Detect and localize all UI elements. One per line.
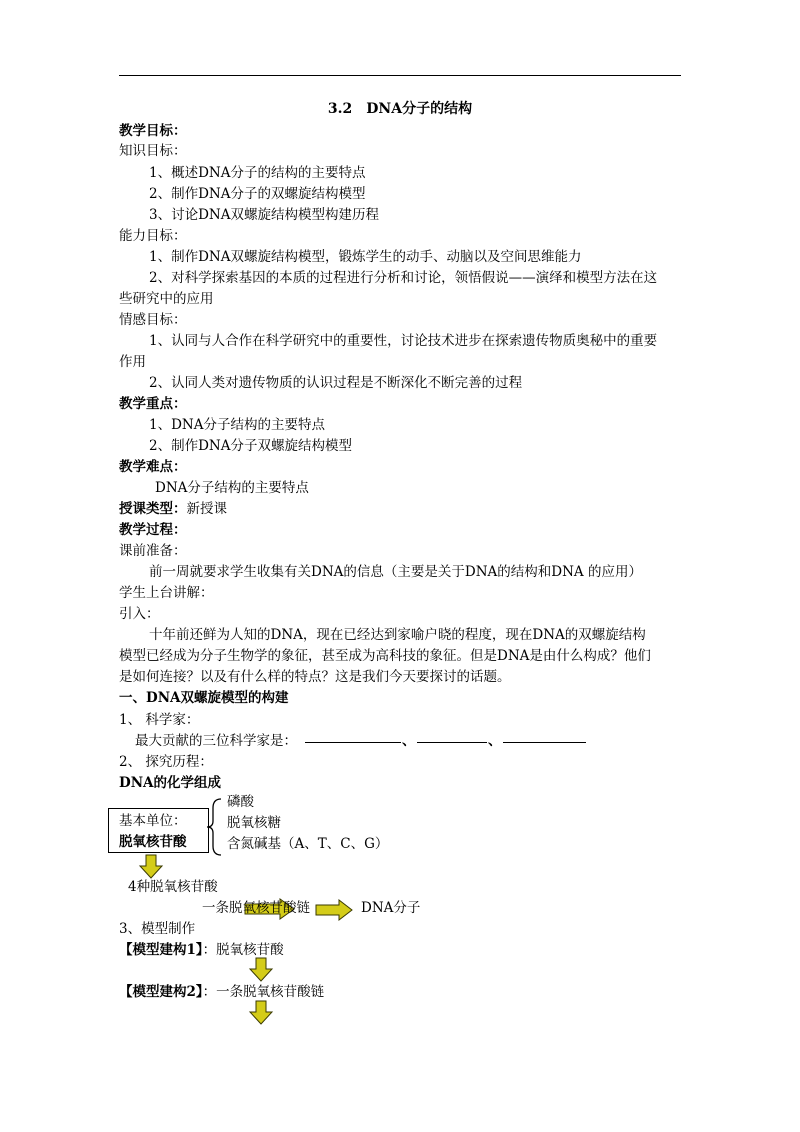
knowledge-item-1: 1、概述DNA分子的结构的主要特点 bbox=[149, 165, 366, 181]
section1-heading: 一、DNA双螺旋模型的构建 bbox=[119, 690, 289, 706]
knowledge-item-3: 3、讨论DNA双螺旋结构模型构建历程 bbox=[149, 207, 379, 223]
unit-label-1: 基本单位： bbox=[119, 813, 187, 829]
knowledge-item-2: 2、制作DNA分子的双螺旋结构模型 bbox=[149, 186, 366, 202]
objectives-heading: 教学目标： bbox=[119, 123, 187, 139]
model1-text: ：脱氧核苷酸 bbox=[202, 942, 284, 958]
unit-label-2: 脱氧核苷酸 bbox=[119, 834, 187, 850]
emotion-label: 情感目标： bbox=[119, 312, 187, 328]
arrow-right-icon bbox=[315, 899, 353, 921]
four-nucleotides: 4种脱氧核苷酸 bbox=[128, 879, 218, 895]
ability-item-1: 1、制作DNA双螺旋结构模型，锻炼学生的动手、动脑以及空间思维能力 bbox=[149, 249, 582, 265]
answer-blank-3 bbox=[503, 742, 586, 743]
arrow-down-icon bbox=[248, 957, 274, 983]
emotion-item-1-line2: 作用 bbox=[119, 354, 146, 370]
blank-sep-1: 、 bbox=[402, 733, 416, 749]
model-step-2 bbox=[119, 982, 324, 1002]
key-point-2: 2、制作DNA分子双螺旋结构模型 bbox=[149, 438, 352, 454]
intro-label: 引入： bbox=[119, 606, 160, 622]
emotion-item-2: 2、认同人类对遗传物质的认识过程是不断深化不断完善的过程 bbox=[149, 375, 523, 391]
blank-sep-2: 、 bbox=[488, 733, 502, 749]
page-title: 3.2 DNA分子的结构 bbox=[327, 101, 473, 117]
prep-text: 前一周就要求学生收集有关DNA的信息（主要是关于DNA的结构和DNA 的应用） bbox=[149, 564, 642, 580]
answer-blank-2 bbox=[417, 742, 487, 743]
answer-blank-1 bbox=[305, 742, 401, 743]
header-rule bbox=[119, 75, 681, 76]
process-heading: 教学过程： bbox=[119, 522, 187, 538]
model2-tag: 【模型建构2】 bbox=[119, 984, 203, 1000]
chain-label: 一条脱氧核苷酸链 bbox=[202, 900, 310, 916]
chem-heading: DNA的化学组成 bbox=[119, 775, 222, 791]
model-label: 3、模型制作 bbox=[119, 921, 196, 937]
component-deoxyribose: 脱氧核糖 bbox=[227, 815, 281, 831]
key-points-heading: 教学重点： bbox=[119, 396, 187, 412]
difficulty-heading: 教学难点： bbox=[119, 459, 187, 475]
difficulty-text: DNA分子结构的主要特点 bbox=[155, 480, 309, 496]
model2-text: ：一条脱氧核苷酸链 bbox=[202, 984, 325, 1000]
contrib-text: 最大贡献的三位科学家是： bbox=[135, 733, 297, 749]
intro-line-2: 模型已经成为分子生物学的象征，甚至成为高科技的象征。但是DNA是由什么构成？他们 bbox=[119, 648, 651, 664]
knowledge-label: 知识目标： bbox=[119, 143, 187, 159]
key-point-1: 1、DNA分子结构的主要特点 bbox=[149, 417, 325, 433]
component-phosphate: 磷酸 bbox=[227, 794, 254, 810]
prep-label: 课前准备： bbox=[119, 543, 187, 559]
lesson-type bbox=[119, 499, 227, 519]
ability-label: 能力目标： bbox=[119, 228, 187, 244]
history-label: 2、 探究历程： bbox=[119, 754, 213, 770]
model1-tag: 【模型建构1】 bbox=[119, 942, 203, 958]
student-talk: 学生上台讲解： bbox=[119, 585, 214, 601]
ability-item-2-line2: 些研究中的应用 bbox=[119, 291, 214, 307]
lesson-type-value: 新授课 bbox=[186, 501, 227, 517]
intro-line-1: 十年前还鲜为人知的DNA，现在已经达到家喻户晓的程度，现在DNA的双螺旋结构 bbox=[149, 627, 646, 643]
emotion-item-1-line1: 1、认同与人合作在科学研究中的重要性，讨论技术进步在探索遗传物质奥秘中的重要 bbox=[149, 333, 658, 349]
lesson-type-label: 授课类型： bbox=[119, 501, 187, 517]
molecule-label: DNA分子 bbox=[361, 900, 421, 916]
ability-item-2-line1: 2、对科学探索基因的本质的过程进行分析和讨论，领悟假说——演绎和模型方法在这 bbox=[149, 270, 658, 286]
curly-brace-icon bbox=[204, 797, 224, 857]
component-base: 含氮碱基（A、T、C、G） bbox=[227, 836, 389, 852]
intro-line-3: 是如何连接？以及有什么样的特点？这是我们今天要探讨的话题。 bbox=[119, 669, 511, 685]
scientists-label: 1、 科学家： bbox=[119, 712, 200, 728]
arrow-down-icon bbox=[248, 1000, 274, 1026]
